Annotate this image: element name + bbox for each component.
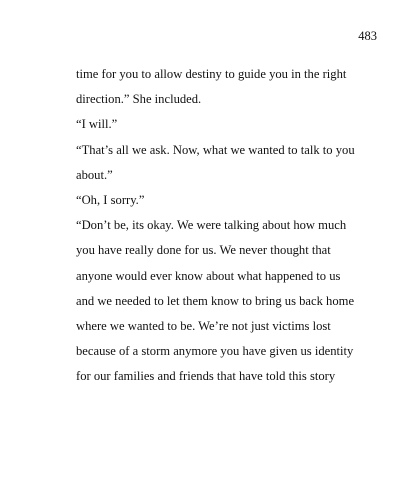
text-line: direction.” She included. [76,92,202,107]
text-line: “Don’t be, its okay. We were talking about how much [76,218,347,233]
text-line: you have really done for us. We never thought that [76,243,331,258]
body-text [76,62,386,389]
text-line: and we needed to let them know to bring us back home [76,293,355,308]
text-line: time for you to allow destiny to guide you in the right [76,67,347,81]
text-line: about.” [76,167,113,182]
text-line: “Oh, I sorry.” [76,192,145,207]
text-line: anyone would ever know about what happened to us [76,268,341,283]
text-line: “I will.” [76,117,118,132]
text-line: because of a storm anymore you have given us identity [76,344,354,359]
page-number: 483 [358,29,377,43]
text-line: for our families and friends that have told this story [76,369,336,384]
text-line: “That’s all we ask. Now, what we wanted to talk to you [76,142,355,157]
text-line: where we wanted to be. We’re not just victims lost [76,318,331,333]
